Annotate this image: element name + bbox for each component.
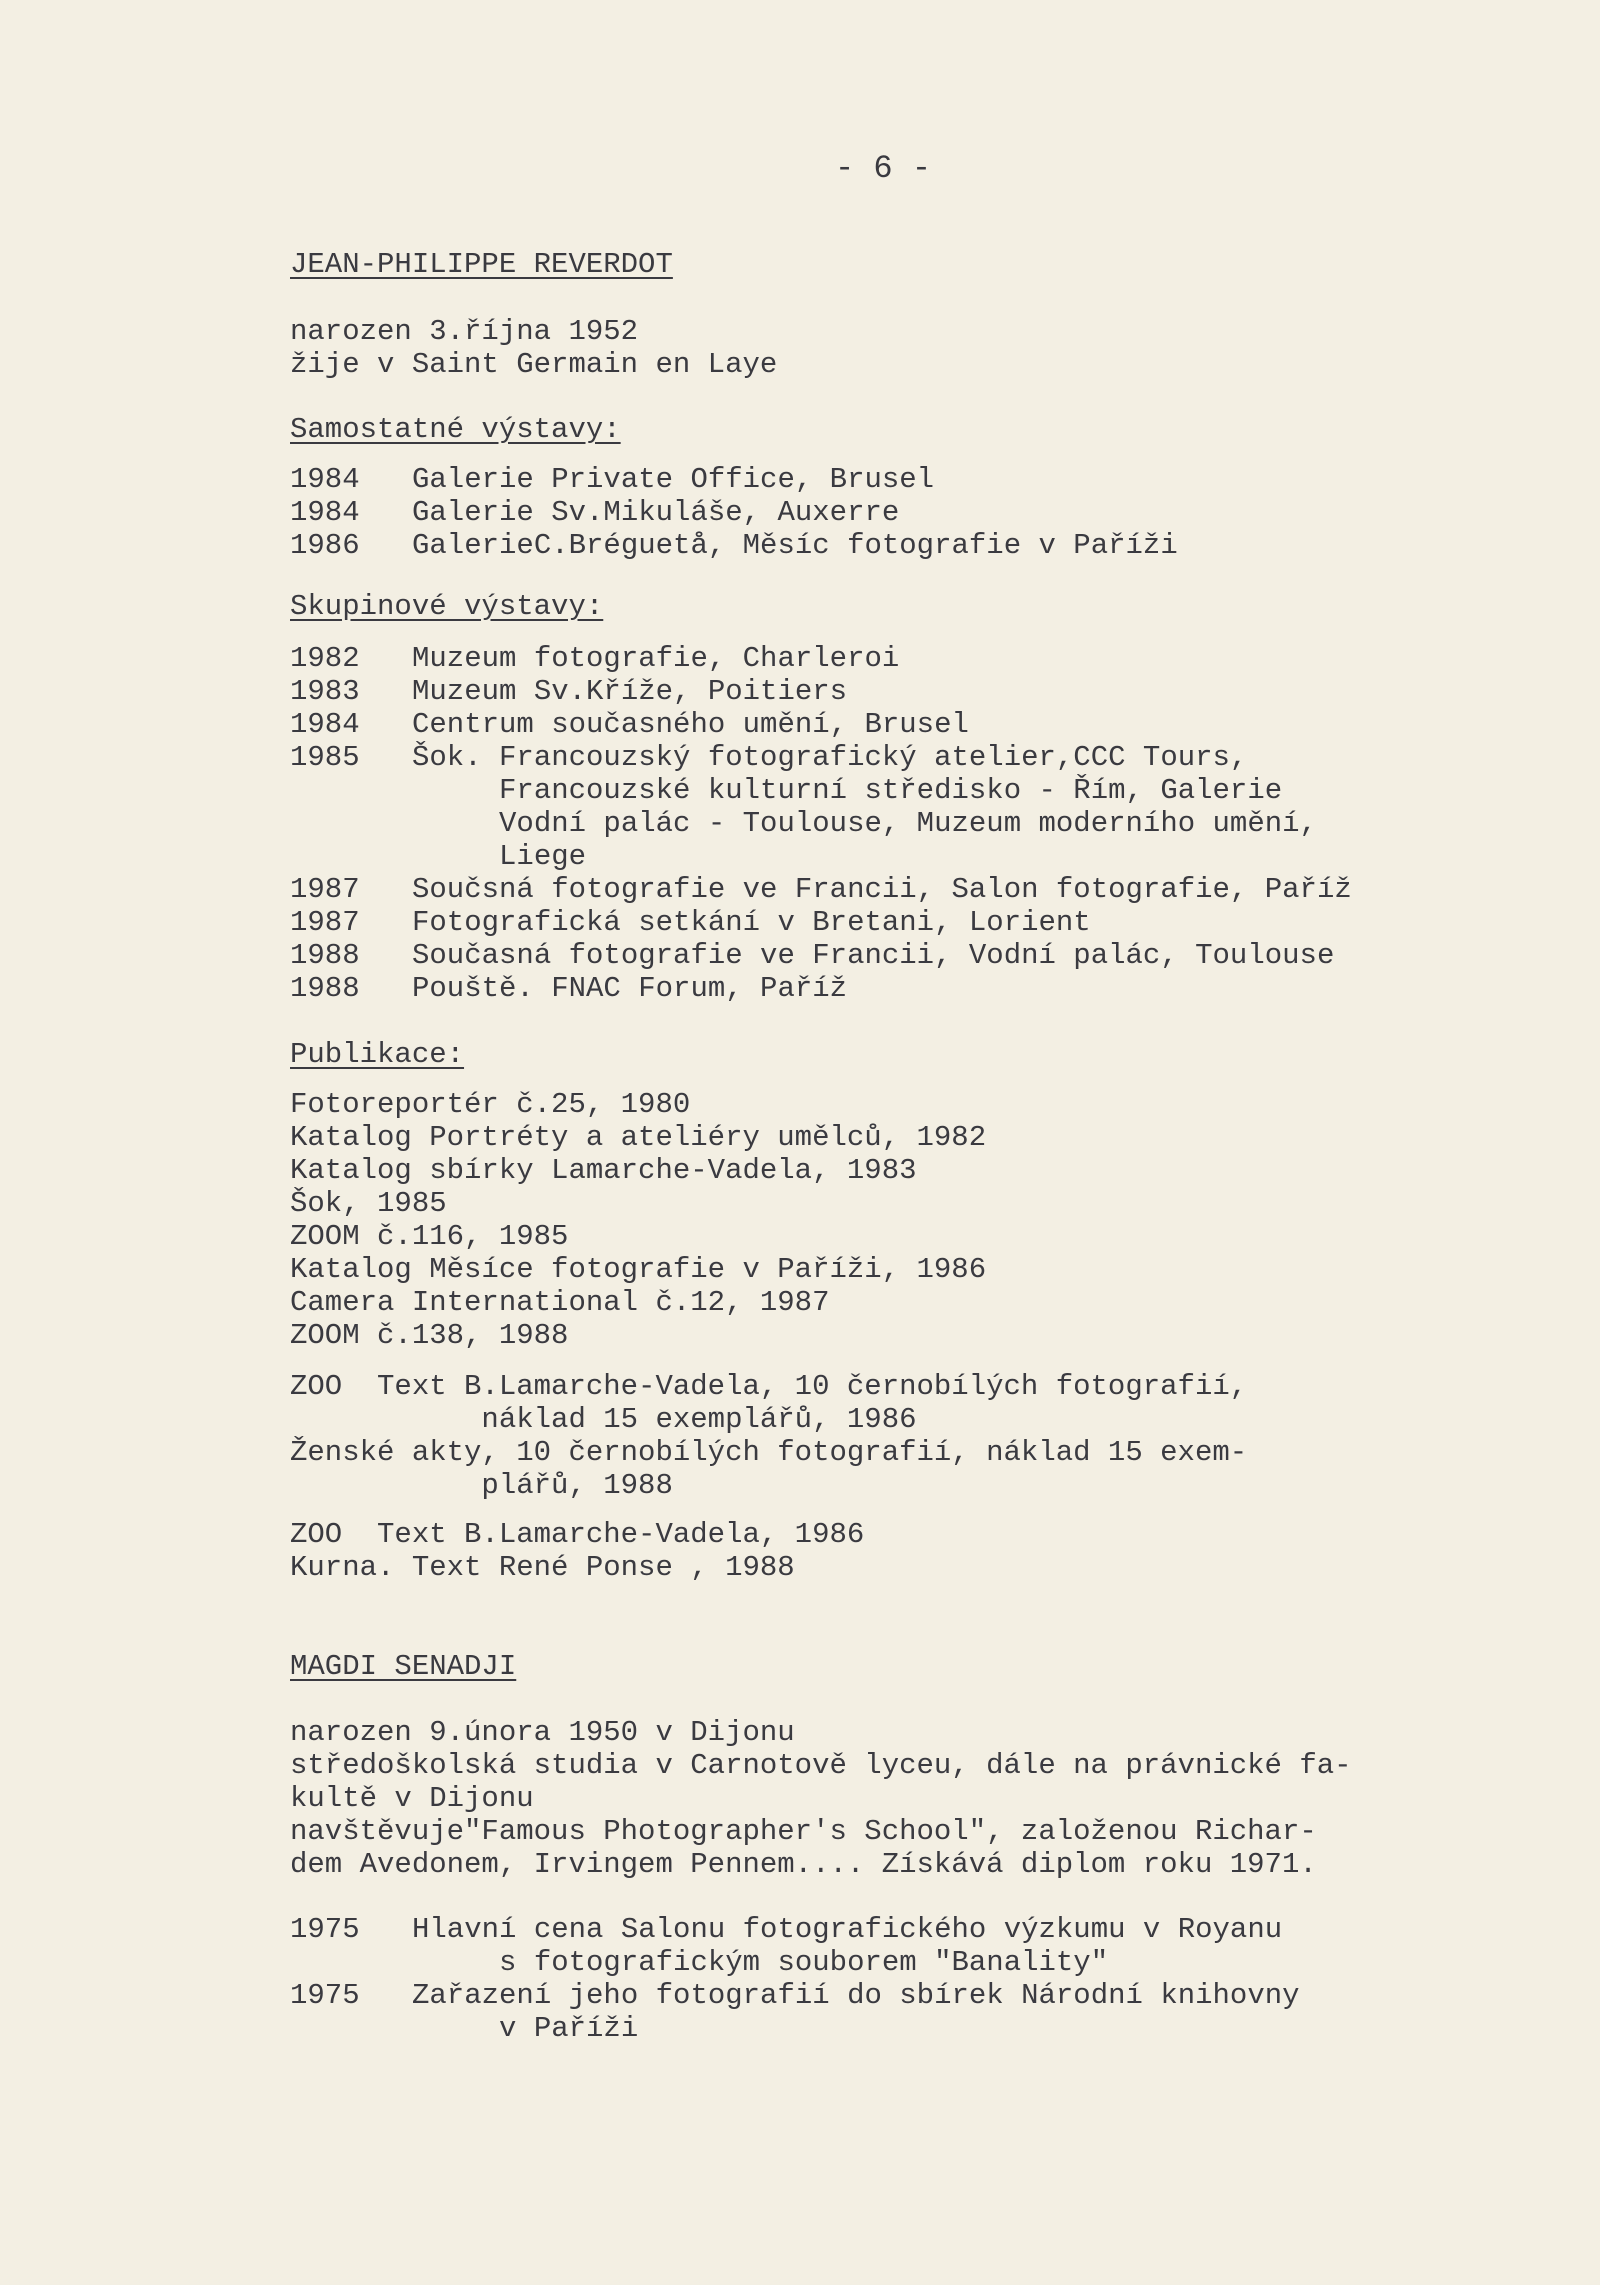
list-item: Katalog Měsíce fotografie v Paříži, 1986 xyxy=(290,1253,987,1286)
list-item: ZOOM č.116, 1985 xyxy=(290,1220,569,1253)
artist2-name: MAGDI SENADJI xyxy=(290,1650,517,1683)
list-item: Katalog Portréty a ateliéry umělců, 1982 xyxy=(290,1121,987,1154)
bio-line: narozen 9.února 1950 v Dijonu xyxy=(290,1716,795,1749)
bio-line: narozen 3.října 1952 xyxy=(290,315,639,348)
list-item-continued: náklad 15 exemplářů, 1986 xyxy=(290,1403,917,1436)
artist2-bio xyxy=(290,1716,1530,1881)
bio-line: žije v Saint Germain en Laye xyxy=(290,348,778,381)
list-item: 1975 Zařazení jeho fotografií do sbírek Národní knihovny xyxy=(290,1979,1300,2012)
list-item: Katalog sbírky Lamarche-Vadela, 1983 xyxy=(290,1154,917,1187)
list-item-continued: Vodní palác - Toulouse, Muzeum moderního umění, xyxy=(412,807,1317,840)
bio-line: navštěvuje"Famous Photographer's School", založenou Richar- xyxy=(290,1815,1317,1848)
list-item: 1987 Součsná fotografie ve Francii, Salon fotografie, Paříž xyxy=(290,873,1352,906)
list-item-continued: plářů, 1988 xyxy=(290,1469,673,1502)
list-item-continued: Liege xyxy=(412,840,587,873)
list-item: 1984 Galerie Sv.Mikuláše, Auxerre xyxy=(290,496,900,529)
list-item: 1983 Muzeum Sv.Kříže, Poitiers xyxy=(290,675,848,708)
list-item: 1988 Současná fotografie ve Francii, Vodní palác, Toulouse xyxy=(290,939,1335,972)
portfolios-list xyxy=(290,1370,1530,1502)
list-item: Ženské akty, 10 černobílých fotografií, náklad 15 exem- xyxy=(290,1436,1248,1469)
list-item-continued: Francouzské kulturní středisko - Řím, Galerie xyxy=(412,774,1283,807)
page-number: - 6 - xyxy=(835,150,932,187)
list-item: 1986 GalerieC.Bréguetå, Měsíc fotografie v Paříži xyxy=(290,529,1178,562)
publications-heading: Publikace: xyxy=(290,1038,465,1071)
list-item: Šok, 1985 xyxy=(290,1187,447,1220)
bio-line: kultě v Dijonu xyxy=(290,1782,534,1815)
list-item: 1988 Pouště. FNAC Forum, Paříž xyxy=(290,972,848,1005)
list-item: Kurna. Text René Ponse , 1988 xyxy=(290,1551,795,1584)
list-item: 1984 Centrum současného umění, Brusel xyxy=(290,708,969,741)
list-item: 1985 Šok. Francouzský fotografický atelier,CCC Tours, xyxy=(290,741,1248,774)
artist1-name: JEAN-PHILIPPE REVERDOT xyxy=(290,248,673,281)
solo-exhibitions-heading: Samostatné výstavy: xyxy=(290,413,621,446)
list-item: ZOOM č.138, 1988 xyxy=(290,1319,569,1352)
list-item: ZOO Text B.Lamarche-Vadela, 1986 xyxy=(290,1518,865,1551)
publications-list xyxy=(290,1088,1530,1352)
list-item-continued: v Paříži xyxy=(412,2012,639,2045)
list-item: ZOO Text B.Lamarche-Vadela, 10 černobílých fotografií, xyxy=(290,1370,1248,1403)
artist2-awards xyxy=(290,1913,1530,2045)
group-exhibitions-list xyxy=(290,642,1530,1005)
solo-exhibitions-list xyxy=(290,463,1530,562)
portfolios-list-2 xyxy=(290,1518,1530,1584)
list-item: 1975 Hlavní cena Salonu fotografického výzkumu v Royanu xyxy=(290,1913,1283,1946)
list-item: 1987 Fotografická setkání v Bretani, Lorient xyxy=(290,906,1091,939)
bio-line: středoškolská studia v Carnotově lyceu, dále na právnické fa- xyxy=(290,1749,1352,1782)
artist1-bio xyxy=(290,315,1530,381)
list-item: Camera International č.12, 1987 xyxy=(290,1286,830,1319)
group-exhibitions-heading: Skupinové výstavy: xyxy=(290,590,604,623)
bio-line: dem Avedonem, Irvingem Pennem.... Získává diplom roku 1971. xyxy=(290,1848,1317,1881)
list-item: 1982 Muzeum fotografie, Charleroi xyxy=(290,642,900,675)
list-item-continued: s fotografickým souborem "Banality" xyxy=(412,1946,1109,1979)
list-item: Fotoreportér č.25, 1980 xyxy=(290,1088,691,1121)
list-item: 1984 Galerie Private Office, Brusel xyxy=(290,463,935,496)
